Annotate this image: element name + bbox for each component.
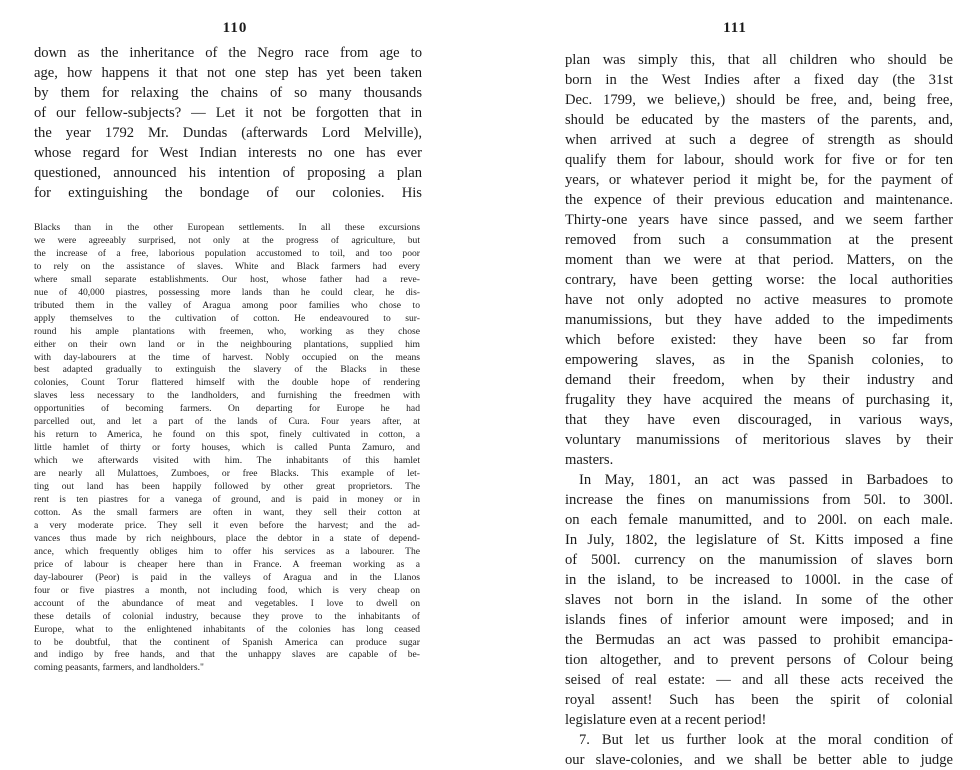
text-line: legislature even at a recent period! [565,712,767,728]
text-line: masters. [565,452,614,468]
footnote-line: where small separate establishments. Our host, whose father had a reve- [34,273,420,285]
footnote-line: to be doubtful, that the continent of Spanish America can produce sugar [34,636,420,648]
footnote-line: apply themselves to the cultivation of cotton. He endeavoured to sur- [34,312,420,324]
footnote-line: four or five piastres a month, not including food, which is very cheap on [34,584,420,596]
text-line: Thirty-one years have since passed, and we seem farther [565,212,953,228]
footnote-line: slaves less necessary to the landholders, and furnishing the freedmen with [34,390,420,402]
left-page [0,0,470,727]
footnote-line: day-labourer (Peor) is paid in the valleys of Aragua and in the Llanos [34,571,420,583]
text-line: the Bermudas an act was passed to prohibit emancipa- [565,632,953,648]
text-line: which before existed: they have been so far from [565,332,953,348]
footnote-line: rent is ten piastres for a vanega of ground, and is paid in money or in [34,494,420,506]
text-line: increase the fines on manumissions from 50l. to 300l. [565,492,953,508]
footnote-line: are nearly all Mulattoes, Zumboes, or free Blacks. This example of let- [34,468,420,480]
footnote [34,222,420,675]
text-line: qualify them for labour, should work for five or for ten [565,152,953,168]
text-line: for extinguishing the bondage of our colonies. His [34,185,422,201]
footnote-line: ting out land has been happily followed by other great proprietors. The [34,481,420,493]
footnote-line: the increase of a free, laborious population accustomed to toil, and too poor [34,247,420,259]
text-line: years, or whatever period it might be, for the payment of [565,172,953,188]
text-line: tion altogether, and to prevent persons of Colour being [565,652,953,668]
text-line: empowering slaves, as in the Spanish colonies, to [565,352,953,368]
footnote-line: best adapted gradually to extinguish the slavery of the Blacks in these [34,364,420,376]
footnote-line: price of labour is cheaper here than in France. A freeman working as a [34,558,420,570]
text-line: whose regard for West Indian interests no one has ever [34,145,422,161]
text-line: of our fellow-subjects? — Let it not be forgotten that in [34,105,422,121]
text-line: slaves not born in the island. In some of the other [565,592,953,608]
text-line: that they have even discouraged, in various ways, [565,412,953,428]
footnote-line: either on their own land or in the neighbouring plantations, supplied him [34,338,420,350]
right-page-number: 111 [723,20,747,36]
text-line: In July, 1802, the legislature of St. Kitts imposed a fine [565,532,953,548]
footnote-line: cotton. As the small farmers are often in want, they sell their cotton at [34,506,420,518]
text-line: on each female manumitted, and to 200l. on each male. [565,512,953,528]
footnote-line: vances thus made by rich neighbours, place the debtor in a state of depend- [34,532,420,544]
footnote-line: these details of colonial industry, because they prove to the inhabitants of [34,610,420,622]
footnote-line: little hamlet of thirty or forty houses, which is called Punta Zamuro, and [34,442,420,454]
left-body-text [34,43,422,203]
text-line: when arrived at such a degree of strength as should [565,132,953,148]
text-line: manumissions, but they have added to the impediments [565,312,953,328]
text-line: 7. But let us further look at the moral condition of [579,732,953,748]
footnote-line: opportunities of becoming farmers. On departing for Europe he had [34,403,420,415]
text-line: have not only adopted no active measures to promote [565,292,953,308]
text-line: contrary, have been getting worse: the local authorities [565,272,953,288]
left-page-number: 110 [222,20,248,36]
text-line: frugality they have acquired the means of purchasing it, [565,392,953,408]
footnote-line: with day-labourers at the time of harvest. Nobly occupied on the means [34,351,420,363]
text-line: voluntary manumissions of meritorious slaves by their [565,432,953,448]
text-line: age, how happens it that not one step has yet been taken [34,65,422,81]
text-line: demand their freedom, when by their industry and [565,372,953,388]
footnote-line: to rely on the assistance of slaves. White and Black farmers had every [34,260,420,272]
text-line: In May, 1801, an act was passed in Barbadoes to [579,472,953,488]
text-line: seised of real estate: — and all these acts received the [565,672,953,688]
footnote-line: colonies, Count Torur flattered himself with the double hope of rendering [34,377,420,389]
text-line: removed from such a consummation at the present [565,232,953,248]
text-line: by them for relaxing the chains of so many thousands [34,85,422,101]
text-line: down as the inheritance of the Negro race from age to [34,45,422,61]
text-line: in the island, to be increased to 1000l. in the case of [565,572,953,588]
right-body-text [565,50,953,770]
text-line: Dec. 1799, we believe,) should be free, and, being free, [565,92,953,108]
footnote-line: ance, which frequently obliges him to offer his services as a labourer. The [34,545,420,557]
footnote-line: coming peasants, farmers, and landholders." [34,662,204,674]
text-line: our slave-colonies, and we shall be better able to judge [565,752,953,768]
text-line: islands fines of inferior amount were imposed; and in [565,612,953,628]
text-line: questioned, announced his intention of proposing a plan [34,165,422,181]
footnote-line: Blacks than in the other European settlements. In all these excursions [34,222,420,233]
footnote-line: we were agreeably surprised, not only at the progress of agriculture, but [34,234,420,246]
footnote-line: account of the abundance of meat and vegetables. I love to dwell on [34,597,420,609]
text-line: royal assent! Such has been the spirit of colonial [565,692,953,708]
footnote-line: a very moderate price. They sell it even before the harvest; and the ad- [34,519,420,531]
text-line: the expence of their previous education and maintenance. [565,192,953,208]
text-line: moment than we were at that period. Matters, on the [565,252,953,268]
text-line: plan was simply this, that all children who should be [565,52,953,68]
book-gutter [470,0,490,727]
text-line: born in the West Indies after a fixed day (the 31st [565,72,953,88]
footnote-line: tributed them in the valley of Aragua among poor families who chose to [34,299,420,311]
text-line: of 500l. currency on the manumission of slaves born [565,552,953,568]
footnote-line: his return to America, he found on this spot, finely cultivated in cotton, a [34,429,420,441]
footnote-line: which we afterwards visited with him. The inhabitants of this hamlet [34,455,420,467]
footnote-line: nue of 40,000 piastres, possessing more lands than he could clear, he dis- [34,286,420,298]
text-line: the year 1792 Mr. Dundas (afterwards Lord Melville), [34,125,422,141]
footnote-line: round his ample plantations with freemen, who, working as they chose [34,325,420,337]
text-line: should be educated by the masters of the parents, and, [565,112,953,128]
footnote-line: and indigo by free hands, and that the unhappy slaves are capable of be- [34,649,420,661]
footnote-line: Europe, what to the enlightened inhabitants of the colonies has long ceased [34,623,420,635]
right-page [490,0,980,768]
footnote-line: parcelled out, and let a part of the lands of Cura. Four years after, at [34,416,420,428]
